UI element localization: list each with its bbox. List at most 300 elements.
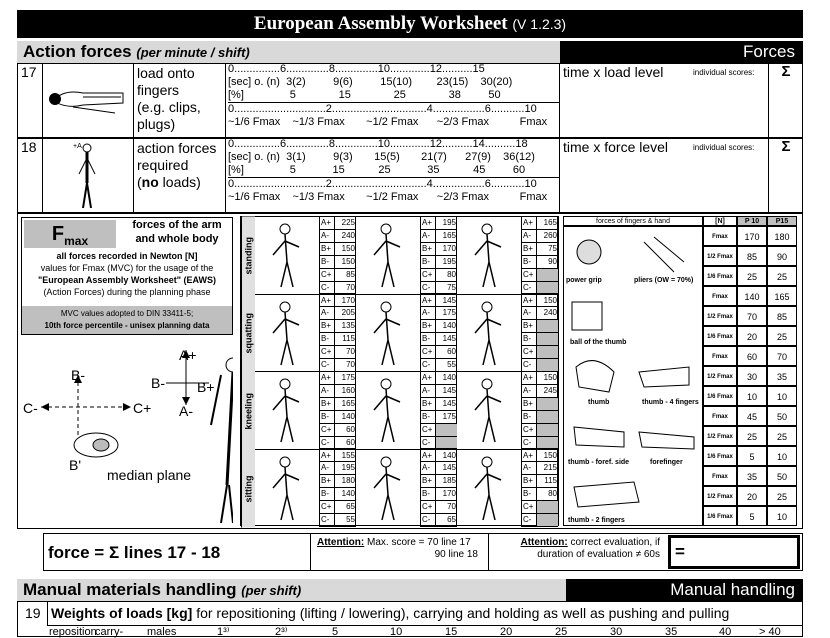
weight-label: 15 xyxy=(445,626,458,638)
posture-values xyxy=(522,450,558,528)
finger-value: 5 xyxy=(737,446,767,466)
force-value xyxy=(537,411,558,424)
force-value xyxy=(537,333,558,346)
weight-label: 40 xyxy=(719,626,732,638)
force-value xyxy=(537,514,558,527)
finger-level: 1/6 Fmax xyxy=(703,506,737,526)
axis-key: B- xyxy=(522,411,537,424)
finger-value: 20 xyxy=(737,486,767,506)
force-value: 140 xyxy=(436,372,457,385)
force-value: 260 xyxy=(537,230,558,243)
finger-value: 45 xyxy=(737,406,767,426)
finger-level: 1/6 Fmax xyxy=(703,326,737,346)
axis-key: A- xyxy=(522,462,537,475)
weight-label: reposition xyxy=(49,626,97,638)
axis-key: B+ xyxy=(320,243,335,256)
manual-handling-right: Manual handling xyxy=(566,579,803,601)
force-value: 170 xyxy=(335,295,356,308)
axis-key: B+ xyxy=(421,398,436,411)
axis-key: B- xyxy=(421,256,436,269)
worksheet-title: European Assembly Worksheet (V 1.2.3) xyxy=(17,10,803,38)
axis-key: A+ xyxy=(421,372,436,385)
axis-key: B- xyxy=(522,256,537,269)
row-18-individual: individual scores: xyxy=(693,143,755,152)
axis-key: B- xyxy=(421,333,436,346)
action-forces-heading: Action forces (per minute / shift) xyxy=(17,41,560,63)
force-value: 70 xyxy=(335,346,356,359)
force-value xyxy=(537,320,558,333)
finger-value: 85 xyxy=(767,306,797,326)
weight-label: 2³⁾ xyxy=(275,626,288,638)
posture-figure xyxy=(255,372,320,450)
axis-key: B- xyxy=(320,333,335,346)
finger-level: 1/6 Fmax xyxy=(703,446,737,466)
posture-label: squatting xyxy=(241,295,255,373)
posture-figure xyxy=(356,217,421,295)
axis-key: B+ xyxy=(522,243,537,256)
force-value: 175 xyxy=(436,307,457,320)
weight-label: 10 xyxy=(390,626,403,638)
hand-icons xyxy=(564,227,704,527)
posture-figure xyxy=(356,295,421,373)
row-17-sum-field[interactable]: Σ xyxy=(768,63,803,138)
force-value: 70 xyxy=(335,282,356,295)
force-value: 85 xyxy=(335,269,356,282)
posture-values xyxy=(320,372,356,450)
finger-level: 1/6 Fmax xyxy=(703,266,737,286)
axis-key: C- xyxy=(421,359,436,372)
finger-forces xyxy=(563,216,800,526)
force-value: 180 xyxy=(335,475,356,488)
row-17-fmax-levels: ~1/6 Fmax ~1/3 Fmax ~1/2 Fmax ~2/3 Fmax Fmax xyxy=(228,116,548,128)
force-value: 175 xyxy=(335,372,356,385)
row-17-description: load onto fingers (e.g. clips, plugs) xyxy=(137,65,201,132)
axis-key: A- xyxy=(522,307,537,320)
finger-load-figure xyxy=(42,63,134,138)
force-value: 225 xyxy=(335,217,356,230)
posture-values xyxy=(421,217,457,295)
finger-level: 1/2 Fmax xyxy=(703,426,737,446)
weight-label: males xyxy=(147,626,177,638)
force-value: 145 xyxy=(436,462,457,475)
finger-value: 70 xyxy=(767,346,797,366)
axis-key: B+ xyxy=(522,320,537,333)
axis-key: A+ xyxy=(421,295,436,308)
axis-key: B+ xyxy=(421,243,436,256)
axis-key: A- xyxy=(320,230,335,243)
standing-person-icon xyxy=(43,138,135,213)
fmax-info-box xyxy=(21,217,233,335)
finger-level: Fmax xyxy=(703,286,737,306)
row-17-scale xyxy=(225,63,560,138)
finger-value: 25 xyxy=(767,326,797,346)
finger-value: 20 xyxy=(737,326,767,346)
postures-grid xyxy=(240,216,559,526)
axis-key: C- xyxy=(320,514,335,527)
force-value: 75 xyxy=(537,243,558,256)
force-value xyxy=(537,346,558,359)
weight-label: 5 xyxy=(332,626,339,638)
attention-correct-evaluation: Attention: correct evaluation, if duration of evaluation ≠ 60s xyxy=(488,533,666,571)
axis-key: C+ xyxy=(320,269,335,282)
finger-level: Fmax xyxy=(703,226,737,246)
axis-key: A+ xyxy=(522,450,537,463)
axis-key: A- xyxy=(421,462,436,475)
axis-key: A+ xyxy=(522,295,537,308)
axis-key: C+ xyxy=(522,346,537,359)
finger-value: 90 xyxy=(767,246,797,266)
row-17-scale-top: 0...............6..............8..............10.............12..........15 xyxy=(228,63,485,75)
fmax-line-1: all forces recorded in Newton [N] xyxy=(56,251,198,261)
finger-press-icon xyxy=(43,63,135,138)
force-value xyxy=(436,437,457,450)
axis-b-minus: B- xyxy=(71,367,85,383)
row-18-sum-field[interactable]: Σ xyxy=(768,138,803,213)
force-value: 140 xyxy=(436,450,457,463)
fmax-grey-2: 10th force percentile - unisex planning data xyxy=(44,321,210,330)
row-18-scale-bottom: 0..............................2...............................4.................6...........10 xyxy=(228,177,559,191)
posture-figure xyxy=(255,217,320,295)
force-value: 80 xyxy=(436,269,457,282)
force-value: 155 xyxy=(335,450,356,463)
axis-key: B- xyxy=(522,488,537,501)
axis-key: A+ xyxy=(522,372,537,385)
posture-figure xyxy=(457,217,522,295)
force-value: 140 xyxy=(335,411,356,424)
force-value: 145 xyxy=(436,333,457,346)
label-pliers: pliers (OW = 70%) xyxy=(634,277,694,284)
force-value: 115 xyxy=(335,333,356,346)
label-ball-thumb: ball of the thumb xyxy=(570,339,627,346)
force-value: 150 xyxy=(537,372,558,385)
manual-handling-heading: Manual materials handling (per shift) xyxy=(17,579,566,601)
force-value: 150 xyxy=(537,450,558,463)
row-18-percent: [%] 5 15 25 35 45 60 xyxy=(228,164,526,176)
weight-label: 30 xyxy=(610,626,623,638)
finger-level: Fmax xyxy=(703,466,737,486)
force-value: 75 xyxy=(436,282,457,295)
force-value: 145 xyxy=(436,385,457,398)
axis-key: C+ xyxy=(522,269,537,282)
posture-label: standing xyxy=(241,217,255,295)
axis-key: B+ xyxy=(522,475,537,488)
axis-key: C- xyxy=(522,359,537,372)
attention-max-score: Attention: Max. score = 70 line 17 90 line 18 xyxy=(310,533,488,571)
axis-key: A- xyxy=(421,307,436,320)
force-value: 165 xyxy=(335,398,356,411)
force-value: 60 xyxy=(335,437,356,450)
weight-label: carry- xyxy=(95,626,124,638)
forces-heading: Forces xyxy=(560,41,803,63)
posture-values xyxy=(320,450,356,528)
finger-value: 25 xyxy=(767,426,797,446)
axis-key: C- xyxy=(522,514,537,527)
force-value: 70 xyxy=(436,501,457,514)
posture-values xyxy=(421,295,457,373)
row-17-number: 17 xyxy=(21,64,37,80)
finger-value: 140 xyxy=(737,286,767,306)
posture-figure xyxy=(255,295,320,373)
label-thumb: thumb xyxy=(588,399,610,406)
row-17-individual: individual scores: xyxy=(693,68,755,77)
axis-key: C- xyxy=(522,437,537,450)
finger-level: 1/6 Fmax xyxy=(703,386,737,406)
axis-b-plus: B+ xyxy=(197,379,215,395)
finger-value: 85 xyxy=(737,246,767,266)
weight-label: 1³⁾ xyxy=(217,626,230,638)
finger-level: 1/2 Fmax xyxy=(703,486,737,506)
axes-diagram xyxy=(21,345,233,525)
force-score-field[interactable]: = xyxy=(668,535,800,569)
force-value: 195 xyxy=(335,462,356,475)
axis-key: C+ xyxy=(320,424,335,437)
finger-value: 25 xyxy=(767,266,797,286)
force-value: 135 xyxy=(335,320,356,333)
force-value: 80 xyxy=(537,488,558,501)
posture-row-2 xyxy=(241,372,558,450)
axis-key: B+ xyxy=(320,475,335,488)
finger-value: 70 xyxy=(737,306,767,326)
posture-row-3 xyxy=(241,450,558,528)
posture-values xyxy=(320,295,356,373)
axis-key: C+ xyxy=(320,346,335,359)
row-17-seconds: [sec] o. (n) 3(2) 9(6) 15(10) 23(15) 30(20) xyxy=(228,76,513,88)
posture-values xyxy=(320,217,356,295)
axis-key: A+ xyxy=(320,372,335,385)
fmax-side-text: forces of the arm and whole body xyxy=(132,219,222,245)
finger-value: 35 xyxy=(767,366,797,386)
axis-key: B- xyxy=(320,256,335,269)
weight-label: 35 xyxy=(665,626,678,638)
row-19-number: 19 xyxy=(25,605,41,621)
force-value xyxy=(537,398,558,411)
axis-key: B- xyxy=(320,411,335,424)
force-value: 240 xyxy=(537,307,558,320)
force-value: 145 xyxy=(436,398,457,411)
force-value: 60 xyxy=(436,346,457,359)
posture-figure xyxy=(457,450,522,528)
row-18-number: 18 xyxy=(21,139,37,155)
axis-arrows-icon xyxy=(21,345,233,525)
force-value: 115 xyxy=(537,475,558,488)
axis-key: C+ xyxy=(421,501,436,514)
force-value: 55 xyxy=(436,359,457,372)
finger-value: 50 xyxy=(767,466,797,486)
posture-row-1 xyxy=(241,295,558,373)
force-value: 195 xyxy=(436,217,457,230)
axis-key: B+ xyxy=(421,320,436,333)
axis-key: C+ xyxy=(421,346,436,359)
axis-key: A+ xyxy=(320,217,335,230)
force-value xyxy=(537,501,558,514)
force-value xyxy=(537,282,558,295)
force-value: 175 xyxy=(436,411,457,424)
posture-values xyxy=(421,372,457,450)
axis-key: C- xyxy=(320,437,335,450)
axis-key: B+ xyxy=(320,320,335,333)
axis-key: C- xyxy=(320,282,335,295)
fmax-line-4: (Action Forces) during the planning phase xyxy=(43,287,211,297)
axis-key: B+ xyxy=(421,475,436,488)
finger-forces-header: forces of fingers & hand xyxy=(563,216,703,226)
row-17-scale-bottom: 0..............................2...............................4.................6...........10 xyxy=(228,102,559,116)
axis-key: C+ xyxy=(522,501,537,514)
finger-value: 10 xyxy=(737,386,767,406)
header-n: [N] xyxy=(703,216,737,226)
finger-level: 1/2 Fmax xyxy=(703,246,737,266)
force-value: 145 xyxy=(436,295,457,308)
force-value: 165 xyxy=(436,230,457,243)
finger-value: 5 xyxy=(737,506,767,526)
axis-key: A+ xyxy=(320,295,335,308)
force-value: 140 xyxy=(335,488,356,501)
weight-label: 20 xyxy=(500,626,513,638)
fmax-symbol: $F_{max}$ xyxy=(24,220,116,248)
posture-figure xyxy=(457,372,522,450)
row-18-label: time x force level xyxy=(563,139,669,155)
finger-value: 170 xyxy=(737,226,767,246)
axis-key: B+ xyxy=(320,398,335,411)
axis-key: C+ xyxy=(421,424,436,437)
force-value: 150 xyxy=(537,295,558,308)
axis-key: C+ xyxy=(320,501,335,514)
axis-key: A- xyxy=(421,230,436,243)
finger-level: 1/2 Fmax xyxy=(703,306,737,326)
posture-figure xyxy=(356,450,421,528)
axis-key: A+ xyxy=(421,450,436,463)
axis-key: B+ xyxy=(522,398,537,411)
row-19-weights xyxy=(47,625,803,637)
axis-key: B- xyxy=(522,333,537,346)
row-17-percent: [%] 5 15 25 38 50 xyxy=(228,89,501,101)
force-value: 90 xyxy=(537,256,558,269)
axis-key: B- xyxy=(421,488,436,501)
force-value: 140 xyxy=(436,320,457,333)
finger-value: 50 xyxy=(767,406,797,426)
label-power-grip: power grip xyxy=(566,277,602,284)
finger-value: 165 xyxy=(767,286,797,306)
force-value: 165 xyxy=(537,217,558,230)
posture-values xyxy=(522,372,558,450)
finger-figures xyxy=(563,226,703,526)
posture-values xyxy=(522,217,558,295)
axis-b-prime: B' xyxy=(69,457,82,473)
finger-value: 35 xyxy=(737,466,767,486)
label-thumb-foref: thumb - foref. side xyxy=(568,459,630,466)
finger-value: 25 xyxy=(767,486,797,506)
action-force-figure xyxy=(42,138,134,213)
force-value: 185 xyxy=(436,475,457,488)
finger-value: 25 xyxy=(737,426,767,446)
finger-level: 1/2 Fmax xyxy=(703,366,737,386)
axis-key: C- xyxy=(421,282,436,295)
posture-label: kneeling xyxy=(241,372,255,450)
axis-key: C- xyxy=(421,437,436,450)
force-value: 55 xyxy=(335,514,356,527)
row-18-scale-top: 0...............6..............8..............10.............12..........14..........18 xyxy=(228,138,528,150)
axis-b-minus-2: B- xyxy=(151,375,165,391)
finger-level: Fmax xyxy=(703,346,737,366)
force-value: 195 xyxy=(436,256,457,269)
axis-key: A- xyxy=(320,307,335,320)
axis-key: C+ xyxy=(522,424,537,437)
finger-level: Fmax xyxy=(703,406,737,426)
force-value: 60 xyxy=(335,424,356,437)
axis-key: A- xyxy=(421,385,436,398)
svg-text:+A: +A xyxy=(73,143,82,150)
finger-value: 180 xyxy=(767,226,797,246)
fmax-line-2: values for Fmax (MVC) for the usage of the xyxy=(40,263,214,273)
posture-values xyxy=(421,450,457,528)
axis-key: A- xyxy=(320,385,335,398)
posture-label: sitting xyxy=(241,450,255,528)
finger-value: 10 xyxy=(767,506,797,526)
header-p10: P 10 xyxy=(737,216,767,226)
posture-values xyxy=(522,295,558,373)
force-value: 205 xyxy=(335,307,356,320)
axis-c-minus: C- xyxy=(23,400,38,416)
force-value xyxy=(537,424,558,437)
axis-a-minus: A- xyxy=(179,403,193,419)
axis-c-plus: C+ xyxy=(133,400,152,416)
label-thumb-2-fingers: thumb - 2 fingers xyxy=(568,517,625,524)
finger-value: 25 xyxy=(737,266,767,286)
axis-key: A- xyxy=(522,230,537,243)
header-p15: P15 xyxy=(767,216,797,226)
axis-key: A- xyxy=(320,462,335,475)
label-forefinger: forefinger xyxy=(650,459,683,466)
force-value: 160 xyxy=(335,385,356,398)
force-value xyxy=(537,437,558,450)
weight-label: > 40 xyxy=(759,626,781,638)
force-value: 65 xyxy=(436,514,457,527)
fmax-grey-1: MVC values adopted to DIN 33411-5; xyxy=(60,309,194,318)
finger-value: 30 xyxy=(737,366,767,386)
row-18-fmax-levels: ~1/6 Fmax ~1/3 Fmax ~1/2 Fmax ~2/3 Fmax Fmax xyxy=(228,191,548,203)
row-18-seconds: [sec] o. (n) 3(1) 9(3) 15(5) 21(7) 27(9) 36(12) xyxy=(228,151,535,163)
force-value: 170 xyxy=(436,243,457,256)
finger-value: 60 xyxy=(737,346,767,366)
force-value xyxy=(436,424,457,437)
weight-label: 25 xyxy=(555,626,568,638)
force-sum-text: force = Σ lines 17 - 18 xyxy=(48,543,221,562)
force-value: 170 xyxy=(436,488,457,501)
force-value: 215 xyxy=(537,462,558,475)
force-value: 65 xyxy=(335,501,356,514)
posture-figure xyxy=(457,295,522,373)
finger-value: 10 xyxy=(767,386,797,406)
posture-figure xyxy=(255,450,320,528)
axis-key: C- xyxy=(522,282,537,295)
axis-key: A- xyxy=(522,385,537,398)
force-value: 150 xyxy=(335,243,356,256)
force-value: 150 xyxy=(335,256,356,269)
axis-a-plus: A+ xyxy=(179,347,197,363)
posture-figure xyxy=(356,372,421,450)
label-thumb-4-fingers: thumb - 4 fingers xyxy=(642,399,699,406)
row-18-scale xyxy=(225,138,560,213)
force-value: 70 xyxy=(335,359,356,372)
posture-row-0 xyxy=(241,217,558,295)
row-18-description: action forces required (no loads) xyxy=(137,140,217,190)
median-plane-label: median plane xyxy=(107,467,192,483)
axis-key: C- xyxy=(320,359,335,372)
row-17-label: time x load level xyxy=(563,64,664,80)
force-value xyxy=(537,359,558,372)
axis-key: C+ xyxy=(421,269,436,282)
fmax-line-3: "European Assembly Worksheet" (EAWS) xyxy=(37,275,217,285)
force-value: 245 xyxy=(537,385,558,398)
